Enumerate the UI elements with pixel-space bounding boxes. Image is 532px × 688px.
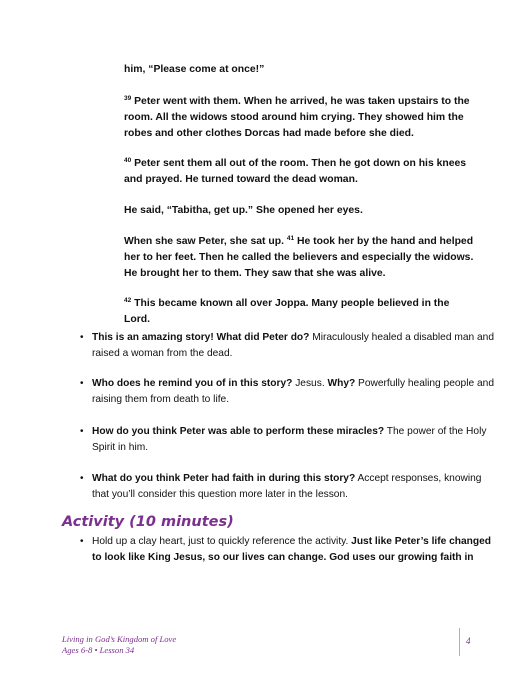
bullet-icon: •: [80, 378, 84, 389]
scripture-paragraph: $^{40}$ Peter sent them all out of the room. Then he got down on his knees and prayed. He turned toward the dead woman.: [124, 157, 467, 185]
verse-number: 41: [286, 235, 295, 242]
scripture-paragraph: When she saw Peter, she sat up. $^{41}$ He took her by the hand and helped her to her feet. Then he called the believers and especially the widows. He brought her to them. They saw that she was alive.: [124, 235, 474, 279]
verse-number: 42: [124, 297, 132, 304]
bullet-icon: •: [80, 473, 84, 484]
bullet-icon: •: [80, 536, 84, 547]
verse-number: 39: [124, 95, 132, 102]
scripture-paragraph: him, “Please come at once!”: [124, 64, 265, 75]
bullet-icon: •: [80, 426, 84, 437]
bullet-icon: •: [80, 332, 84, 343]
document-page: him, “Please come at once!” $^{39}$ Peter went with them. When he arrived, he was taken upstairs to the room. All the widows stood around him crying. They showed him the robes and other clothes Dorcas had made before she died. $^{40}$ Peter sent them all out of the room. Then he got down on his knees and prayed. He turned toward the dead woman. He said, “Tabitha, get up.” She opened her eyes. When she saw Peter, she sat up. $^{41}$ He took her by the hand and helped her to her feet. Then he called the believers and especially the widows. He brought her to them. They saw that she was alive. $^{42}$ This became known all over Joppa. Many people believed in the Lord. • This is an amazing story! What did Peter do? Miraculously healed a disabled man and raised a woman from the dead. • Who does he remind you of in this story? Jesus. Why? Powerfully healing people and raising them from death to life. • How do you think Peter was able to perform these miracles? The power of the Holy Spirit in him. • What do you think Peter had faith in during this story? Accept responses, knowing that you’ll consider this question more later in the lesson. Activity (10 minutes) • Hold up a clay heart, just to quickly reference the activity. Just like Peter’s life changed to look like King Jesus, so our lives can change. God uses our growing faith in Living in God’s Kingdom of Love Ages 6-8 • Lesson 34 4: [62, 64, 494, 655]
scripture-paragraph: $^{39}$ Peter went with them. When he arrived, he was taken upstairs to the room. All the widows stood around him crying. They showed him the robes and other clothes Dorcas had made before she died.: [124, 95, 470, 139]
footer-divider: [459, 628, 460, 656]
page-number: 4: [466, 636, 471, 646]
verse-number: 40: [124, 157, 132, 164]
activity-heading: Activity (10 minutes): [62, 514, 234, 530]
footer-title: Living in God’s Kingdom of Love Ages 6-8 • Lesson 34: [62, 634, 177, 655]
scripture-paragraph: $^{42}$ This became known all over Joppa. Many people believed in the Lord.: [124, 297, 450, 325]
scripture-paragraph: He said, “Tabitha, get up.” She opened her eyes.: [124, 205, 363, 216]
